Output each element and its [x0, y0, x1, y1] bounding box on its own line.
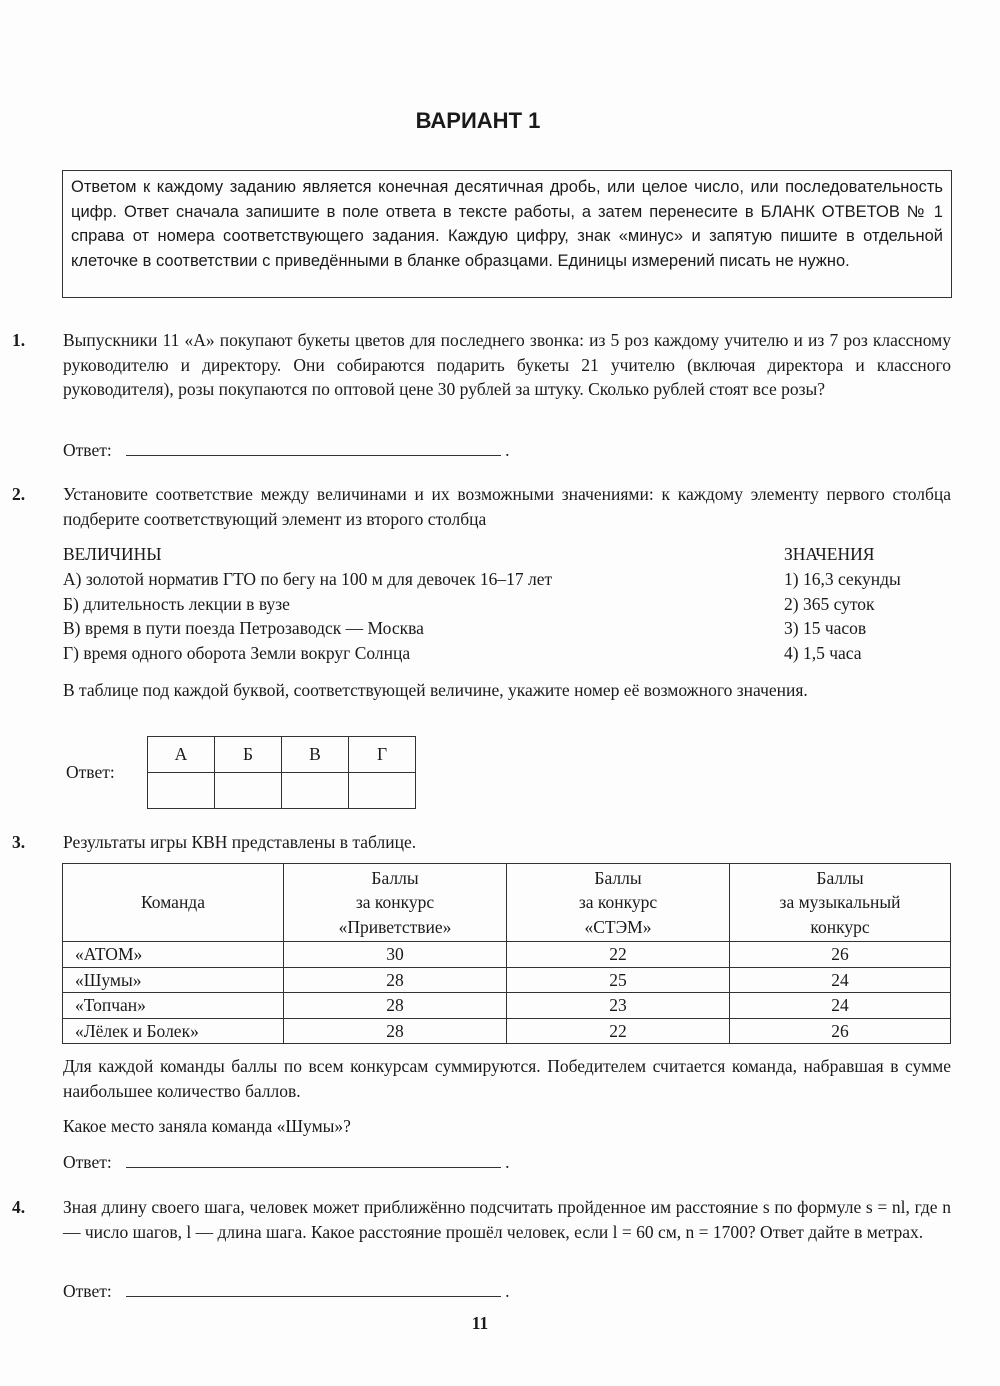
- answer-cell[interactable]: [282, 773, 349, 809]
- letter: Г: [349, 737, 416, 773]
- item: Г) время одного оборота Земли вокруг Солнца: [63, 643, 411, 663]
- task-3-rules: Для каждой команды баллы по всем конкурсам суммируются. Победителем считается команда, набравшая в сумме наибольшее количество баллов.: [63, 1056, 951, 1101]
- header: Команда: [63, 864, 284, 942]
- answer-4: Ответ: .: [63, 1281, 510, 1301]
- right-header: ЗНАЧЕНИЯ: [784, 544, 875, 564]
- answer-cell[interactable]: [148, 773, 215, 809]
- cell: 22: [507, 942, 730, 968]
- cell: 28: [284, 1018, 507, 1044]
- task-4-text: Зная длину своего шага, человек может приближённо подсчитать пройденное им расстояние s по формуле s = nl, где n — число шагов, l — длина шага. Какое расстояние прошёл человек, если l = 60 см, n = 1700? Ответ дайте в метрах.: [63, 1197, 951, 1242]
- header: Баллы за конкурс «Приветствие»: [284, 864, 507, 942]
- cell: «Топчан»: [63, 993, 284, 1019]
- left-header: ВЕЛИЧИНЫ: [63, 544, 162, 564]
- value: 4) 1,5 часа: [784, 643, 862, 663]
- answer-4-field[interactable]: [126, 1282, 501, 1297]
- answer-1: Ответ: .: [63, 440, 510, 460]
- answer-3-field[interactable]: [126, 1153, 501, 1168]
- answer-2-table: [147, 736, 416, 809]
- cell: 28: [284, 993, 507, 1019]
- header: Баллы за музыкальный конкурс: [730, 864, 951, 942]
- item: Б) длительность лекции в вузе: [63, 594, 290, 614]
- answer-cell[interactable]: [349, 773, 416, 809]
- task-number: 4.: [12, 1197, 26, 1217]
- table-instruction: В таблице под каждой буквой, соответствующей величине, укажите номер её возможного значения.: [63, 680, 808, 700]
- answer-label: Ответ:: [63, 440, 112, 460]
- value: 3) 15 часов: [784, 618, 867, 638]
- letter: В: [282, 737, 349, 773]
- cell: 26: [730, 1018, 951, 1044]
- page-number: 11: [471, 1313, 489, 1333]
- item: А) золотой норматив ГТО по бегу на 100 м для девочек 16–17 лет: [63, 569, 553, 589]
- answer-label: Ответ:: [63, 1152, 112, 1172]
- answer-1-field[interactable]: [126, 441, 501, 456]
- cell: 28: [284, 967, 507, 993]
- task-number: 2.: [12, 484, 26, 504]
- answer-label: Ответ:: [63, 1281, 112, 1301]
- answer-3: Ответ: .: [63, 1152, 510, 1172]
- cell: 22: [507, 1018, 730, 1044]
- task-1-text: Выпускники 11 «А» покупают букеты цветов для последнего звонка: из 5 роз каждому учителю и из 7 роз классному руководителю и директору. Они собираются подарить букеты 21 учителю (включая директора и классного руководителя), розы покупаются по оптовой цене 30 рублей за штуку. Сколько рублей стоят все розы?: [63, 330, 951, 400]
- letter: Б: [215, 737, 282, 773]
- cell: «Шумы»: [63, 967, 284, 993]
- cell: 25: [507, 967, 730, 993]
- task-2-text: Установите соответствие между величинами и их возможными значениями: к каждому элементу первого столбца подберите соответствующий элемент из второго столбца: [63, 484, 951, 529]
- cell: «Лёлек и Болек»: [63, 1018, 284, 1044]
- task-3-text: Результаты игры КВН представлены в таблице.: [63, 832, 417, 852]
- cell: 24: [730, 993, 951, 1019]
- cell: 23: [507, 993, 730, 1019]
- item: В) время в пути поезда Петрозаводск — Москва: [63, 618, 424, 638]
- header: Баллы за конкурс «СТЭМ»: [507, 864, 730, 942]
- letter: А: [148, 737, 215, 773]
- variant-title: ВАРИАНТ 1: [415, 108, 541, 133]
- cell: «АТОМ»: [63, 942, 284, 968]
- task-number: 1.: [12, 330, 26, 350]
- task-3-question: Какое место заняла команда «Шумы»?: [63, 1116, 351, 1136]
- cell: 30: [284, 942, 507, 968]
- value: 2) 365 суток: [784, 594, 875, 614]
- value: 1) 16,3 секунды: [784, 569, 901, 589]
- kvn-table: [62, 863, 951, 1044]
- answer-cell[interactable]: [215, 773, 282, 809]
- answer-label: Ответ:: [66, 762, 115, 782]
- instructions-box: Ответом к каждому заданию является конечная десятичная дробь, или целое число, или последовательность цифр. Ответ сначала запишите в поле ответа в тексте работы, а затем перенесите в БЛАНК ОТВЕТОВ № 1 справа от номера соответствующего задания. Каждую цифру, знак «минус» и запятую пишите в отдельной клеточке в соответствии с приведёнными в бланке образцами. Единицы измерений писать не нужно.: [62, 170, 952, 298]
- cell: 24: [730, 967, 951, 993]
- cell: 26: [730, 942, 951, 968]
- task-number: 3.: [12, 832, 26, 852]
